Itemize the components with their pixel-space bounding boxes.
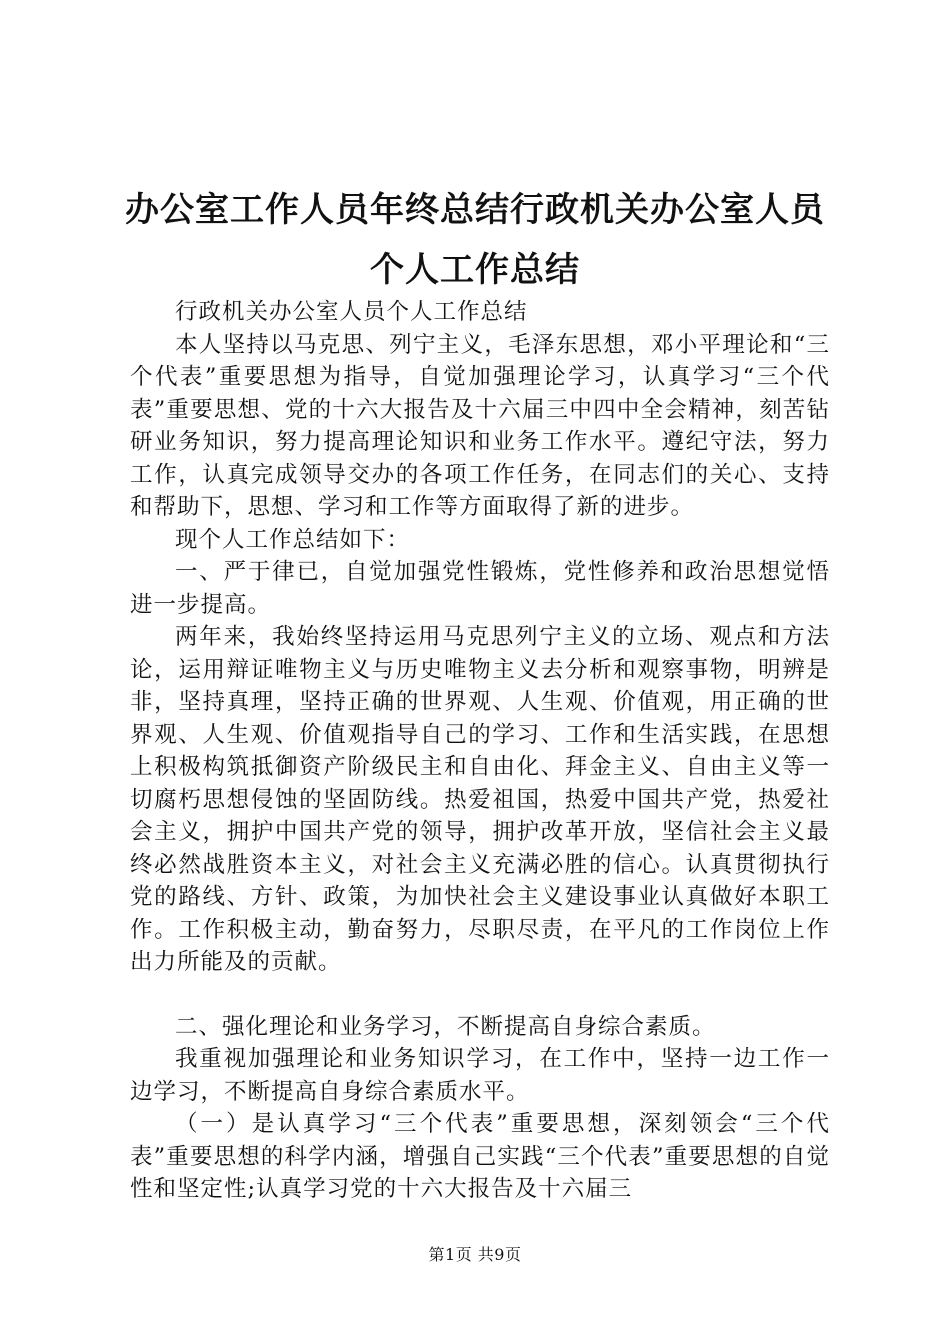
paragraph-section-2-heading: 二、强化理论和业务学习，不断提高自身综合素质。 (175, 1013, 716, 1040)
paragraph-section-1-heading: 一、严于律已，自觉加强党性锻炼，党性修养和政治思想觉悟进一步提高。 (130, 559, 830, 618)
document-title-line-2: 个人工作总结 (370, 250, 580, 290)
document-body (130, 296, 830, 1206)
paragraph-subtitle: 行政机关办公室人员个人工作总结 (175, 299, 528, 325)
paragraph-intro: 本人坚持以马克思、列宁主义，毛泽东思想，邓小平理论和“三个代表”重要思想为指导，自觉加强理论学习，认真学习“三个代表”重要思想、党的十六大报告及十六届三中四中全会精神，刻苦钻研业务知识，努力提高理论知识和业务工作水平。遵纪守法，努力工作，认真完成领导交办的各项工作任务，在同志们的关心、支持和帮助下，思想、学习和工作等方面取得了新的进步。 (130, 331, 830, 520)
paragraph-section-2-item-1: （一）是认真学习“三个代表”重要思想，深刻领会“三个代表”重要思想的科学内涵，增强自己实践“三个代表”重要思想的自觉性和坚定性;认真学习党的十六大报告及十六届三 (130, 1111, 830, 1202)
paragraph-section-2-body: 我重视加强理论和业务知识学习，在工作中，坚持一边工作一边学习，不断提高自身综合素质水平。 (130, 1046, 830, 1105)
page-number-footer: 第1页 共9页 (428, 1245, 522, 1264)
paragraph-section-1-body: 两年来，我始终坚持运用马克思列宁主义的立场、观点和方法论，运用辩证唯物主义与历史唯物主义去分析和观察事物，明辨是非，坚持真理，坚持正确的世界观、人生观、价值观，用正确的世界观、人生观、价值观指导自己的学习、工作和生活实践，在思想上积极构筑抵御资产阶级民主和自由化、拜金主义、自由主义等一切腐朽思想侵蚀的坚固防线。热爱祖国，热爱中国共产党，热爱社会主义，拥护中国共产党的领导，拥护改革开放，坚信社会主义最终必然战胜资本主义，对社会主义充满必胜的信心。认真贯彻执行党的路线、方针、政策，为加快社会主义建设事业认真做好本职工作。工作积极主动，勤奋努力，尽职尽责，在平凡的工作岗位上作出力所能及的贡献。 (130, 624, 830, 975)
paragraph-summary-lead: 现个人工作总结如下： (175, 526, 411, 553)
document-title-line-1: 办公室工作人员年终总结行政机关办公室人员 (125, 190, 825, 230)
